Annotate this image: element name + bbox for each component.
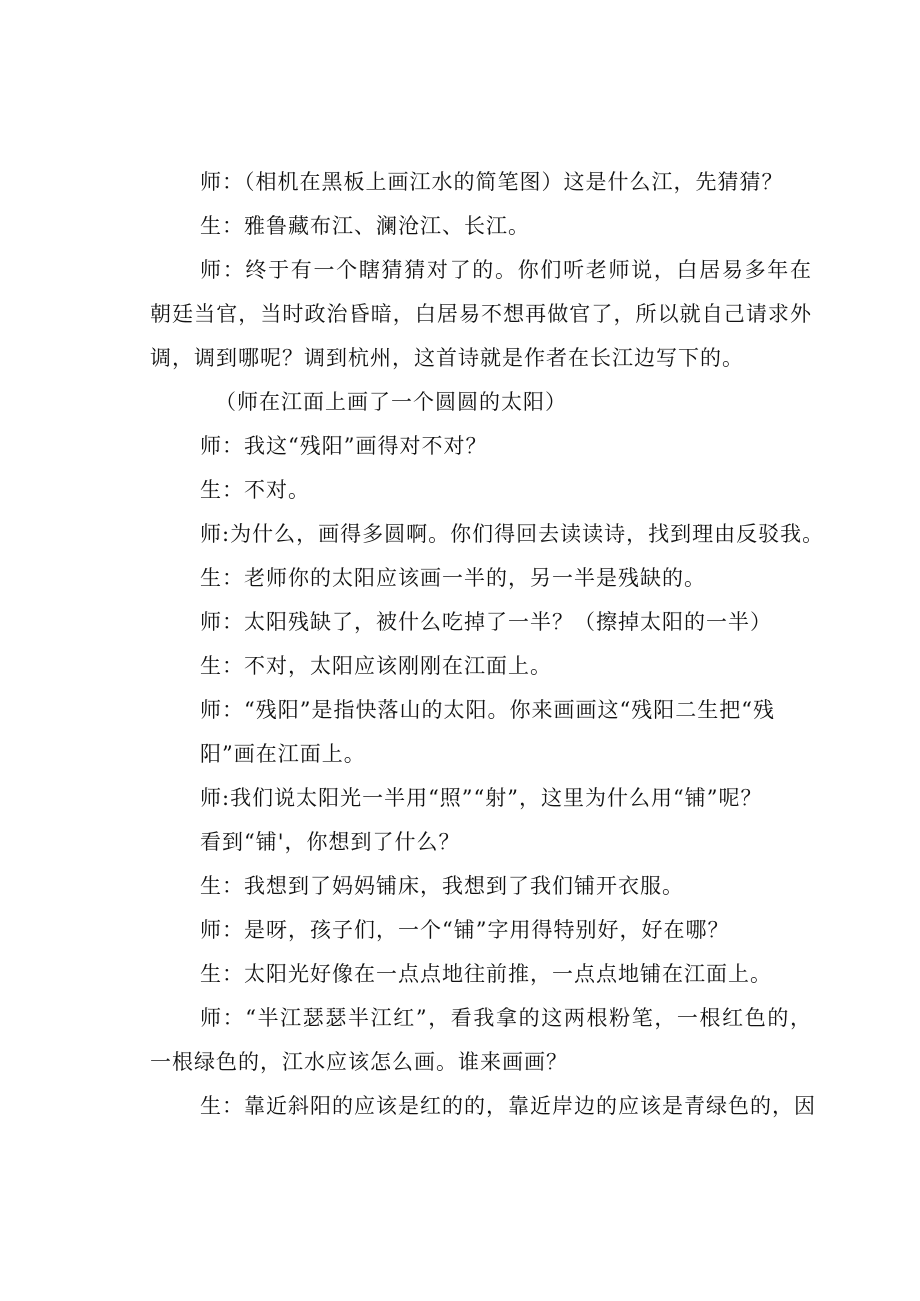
paragraph-13: 师:我们说太阳光一半用“照”“射”，这里为什么用“铺”呢？ bbox=[200, 786, 763, 810]
paragraph-10: 生：不对，太阳应该刚刚在江面上。 bbox=[200, 654, 552, 678]
paragraph-9: 师：太阳残缺了，被什么吃掉了一半？（擦掉太阳的一半） bbox=[200, 610, 772, 634]
paragraph-18: 师：“半江瑟瑟半江红”，看我拿的这两根粉笔，一根红色的，一根绿色的，江水应该怎么画。谁来画画？ bbox=[150, 1006, 812, 1074]
paragraph-7: 师:为什么，画得多圆啊。你们得回去读读诗，找到理由反驳我。 bbox=[200, 522, 825, 546]
paragraph-1: 师：（相机在黑板上画江水的简笔图）这是什么江，先猜猜？ bbox=[200, 170, 784, 194]
paragraph-14: 看到“铺'，你想到了什么？ bbox=[200, 830, 461, 854]
paragraph-11: 师：“残阳”是指快落山的太阳。你来画画这“残阳二生把“残 bbox=[200, 698, 775, 722]
paragraph-15: 生：我想到了妈妈铺床，我想到了我们铺开衣服。 bbox=[200, 874, 684, 898]
paragraph-6: 生：不对。 bbox=[200, 478, 310, 502]
paragraph-4: （师在江面上画了一个圆圆的太阳） bbox=[215, 390, 567, 414]
paragraph-19: 生：靠近斜阳的应该是红的的，靠近岸边的应该是青绿色的，因 bbox=[200, 1094, 816, 1118]
paragraph-8: 生：老师你的太阳应该画一半的，另一半是残缺的。 bbox=[200, 566, 706, 590]
paragraph-2: 生：雅鲁藏布江、澜沧江、长江。 bbox=[200, 214, 530, 238]
paragraph-12: 阳”画在江面上。 bbox=[200, 742, 366, 766]
paragraph-3: 师：终于有一个瞎猜猜对了的。你们听老师说，白居易多年在朝廷当官，当时政治昏暗，白居易不想再做官了，所以就自己请求外调，调到哪呢？调到杭州，这首诗就是作者在长江边写下的。 bbox=[150, 258, 812, 370]
paragraph-17: 生：太阳光好像在一点点地往前推，一点点地铺在江面上。 bbox=[200, 962, 772, 986]
paragraph-5: 师：我这“残阳”画得对不对？ bbox=[200, 434, 488, 458]
paragraph-16: 师：是呀，孩子们，一个“铺”字用得特别好，好在哪？ bbox=[200, 918, 730, 942]
